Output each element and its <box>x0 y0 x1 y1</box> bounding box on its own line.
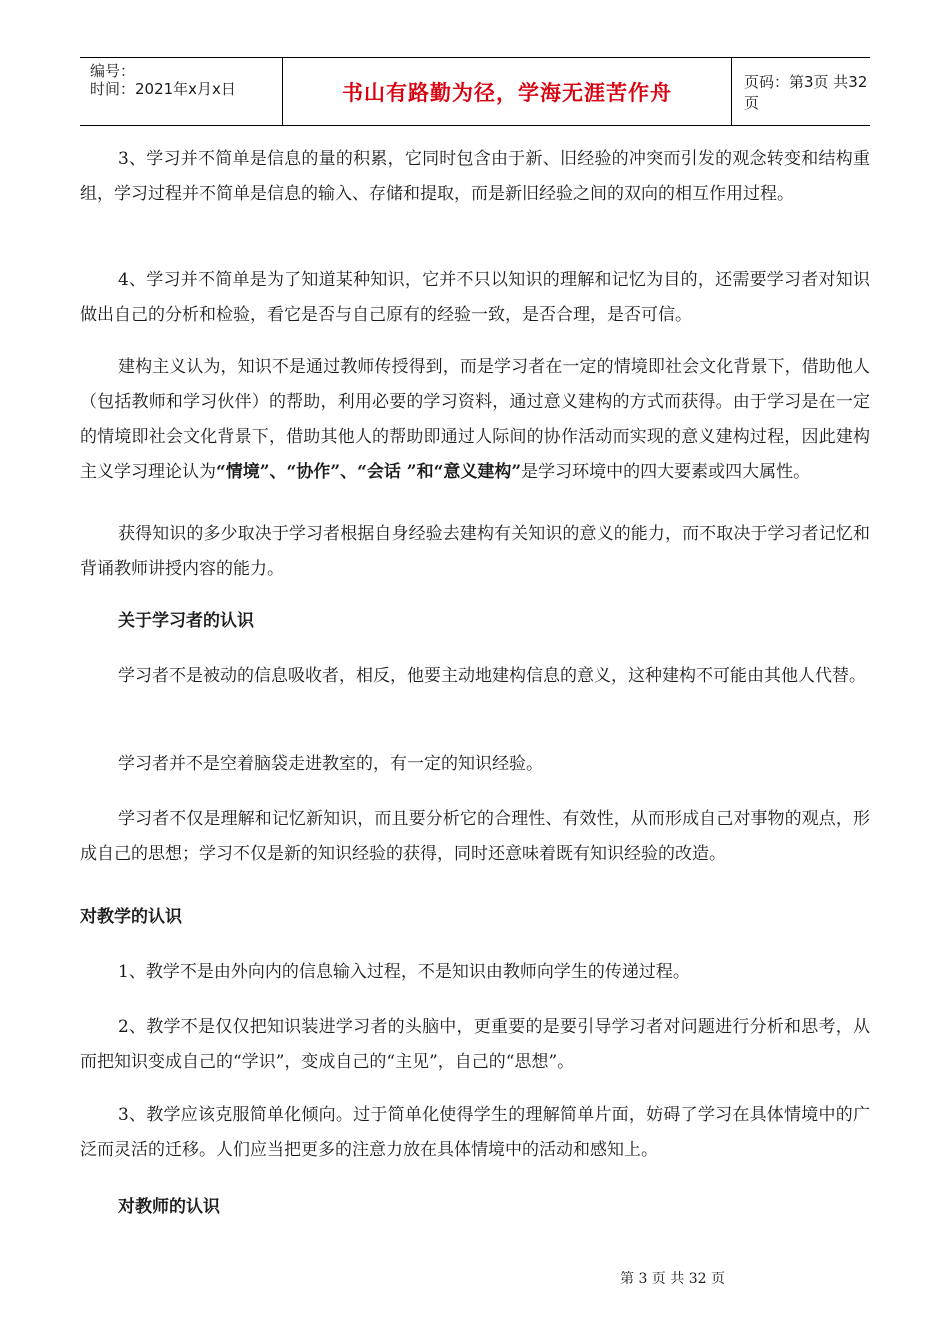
paragraph-3-text-a: 建构主义认为，知识不是通过教师传授得到，而是学习者在一定的情境即社会文化背景下，借助他人（包括教师和学习伙伴）的帮助，利用必要的学习资料，通过意义建构的方式而获得。由于学习是在一定的情境即社会文化背景下，借助其他人的帮助即通过人际间的协作活动而实现的意义建构过程，因此建构主义学习理论认为 <box>80 357 870 482</box>
paragraph-9: 2、教学不是仅仅把知识装进学习者的头脑中，更重要的是要引导学习者对问题进行分析和思考，从而把知识变成自己的“学识”，变成自己的“主见”，自己的“思想”。 <box>80 1017 870 1072</box>
paragraph-10: 3、教学应该克服简单化倾向。过于简单化使得学生的理解简单片面，妨碍了学习在具体情境中的广泛而灵活的迁移。人们应当把更多的注意力放在具体情境中的活动和感知上。 <box>80 1105 870 1160</box>
paragraph-8: 1、教学不是由外向内的信息输入过程，不是知识由教师向学生的传递过程。 <box>118 962 690 982</box>
heading-learner: 关于学习者的认识 <box>118 611 254 631</box>
code-label: 编号： <box>90 62 136 80</box>
header-motto: 书山有路勤为径，学海无涯苦作舟 <box>282 58 732 125</box>
time-label: 时间：2021年x月x日 <box>90 80 236 98</box>
header-meta <box>80 58 282 125</box>
heading-teaching: 对教学的认识 <box>80 907 182 927</box>
paragraph-3-text-b: 是学习环境中的四大要素或四大属性。 <box>521 462 811 482</box>
page-footer: 第 3 页 共 32 页 <box>620 1271 725 1287</box>
paragraph-1: 3、学习并不简单是信息的量的积累，它同时包含由于新、旧经验的冲突而引发的观念转变和结构重组，学习过程并不简单是信息的输入、存储和提取，而是新旧经验之间的双向的相互作用过程。 <box>80 149 870 204</box>
paragraph-5: 学习者不是被动的信息吸收者，相反，他要主动地建构信息的意义，这种建构不可能由其他人代替。 <box>118 666 866 686</box>
heading-teacher: 对教师的认识 <box>118 1197 220 1217</box>
paragraph-4: 获得知识的多少取决于学习者根据自身经验去建构有关知识的意义的能力，而不取决于学习者记忆和背诵教师讲授内容的能力。 <box>80 524 870 579</box>
document-header <box>80 57 870 126</box>
paragraph-7: 学习者不仅是理解和记忆新知识，而且要分析它的合理性、有效性，从而形成自己对事物的观点，形成自己的思想；学习不仅是新的知识经验的获得，同时还意味着既有知识经验的改造。 <box>80 809 870 864</box>
paragraph-2: 4、学习并不简单是为了知道某种知识，它并不只以知识的理解和记忆为目的，还需要学习者对知识做出自己的分析和检验，看它是否与自己原有的经验一致，是否合理，是否可信。 <box>80 270 870 325</box>
paragraph-3-key-terms: “情境”、“协作”、“会话 ”和“意义建构” <box>216 462 522 482</box>
paragraph-6: 学习者并不是空着脑袋走进教室的，有一定的知识经验。 <box>118 754 543 774</box>
header-page-label: 页码：第3页 共32页 <box>744 72 868 112</box>
paragraph-3 <box>80 350 870 490</box>
